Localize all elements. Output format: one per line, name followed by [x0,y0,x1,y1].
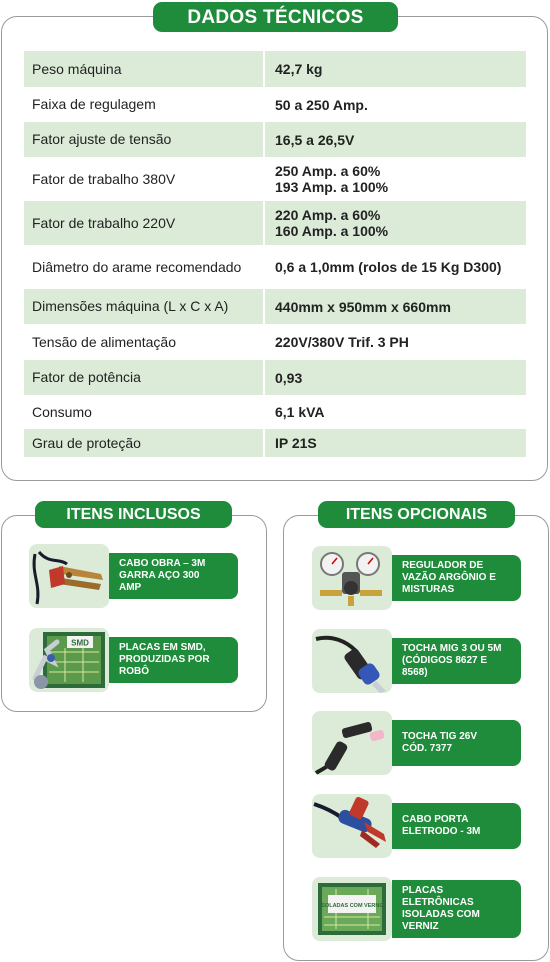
table-row [24,87,526,122]
spec-value: 42,7 kg [275,61,323,77]
table-row [24,201,526,245]
table-row [24,289,526,324]
spec-label: Consumo [24,395,265,429]
spec-label: Fator de potência [24,360,265,395]
technical-data-title: DADOS TÉCNICOS [153,2,398,32]
spec-value: 0,93 [275,369,303,386]
ground-clamp-icon [29,544,109,608]
spec-label: Peso máquina [24,51,265,87]
spec-value: 440mm x 950mm x 660mm [275,298,451,315]
tig-torch-icon [312,711,392,775]
spec-value: 220V/380V Trif. 3 PH [275,334,409,350]
spec-label: Fator de trabalho 220V [24,201,265,245]
item-label: PLACAS ELETRÔNICAS ISOLADAS COM VERNIZ [392,880,521,938]
spec-label: Diâmetro do arame recomendado [24,245,265,289]
varnished-board-icon [312,877,392,941]
table-row [24,157,526,201]
item-label: PLACAS EM SMD, PRODUZIDAS POR ROBÔ [109,637,238,683]
spec-value: 220 Amp. a 60% 160 Amp. a 100% [275,207,389,239]
table-row [24,122,526,157]
spec-value: 50 a 250 Amp. [275,96,368,113]
spec-label: Grau de proteção [24,429,265,457]
varnish-badge-text: ISOLADAS COM VERNIZ [319,903,385,909]
item-label: TOCHA MIG 3 OU 5M (CÓDIGOS 8627 E 8568) [392,638,521,684]
included-items-title: ITENS INCLUSOS [35,501,232,528]
item-label: CABO OBRA – 3M GARRA AÇO 300 AMP [109,553,238,599]
table-row [24,395,526,429]
spec-label: Dimensões máquina (L x C x A) [24,289,265,324]
mig-torch-icon [312,629,392,693]
optional-items-title: ITENS OPCIONAIS [318,501,515,528]
spec-value: 6,1 kVA [275,404,325,420]
item-label: TOCHA TIG 26V CÓD. 7377 [392,720,521,766]
spec-value: 0,6 a 1,0mm (rolos de 15 Kg D300) [275,259,502,275]
spec-value: 16,5 a 26,5V [275,131,355,148]
table-row [24,429,526,457]
table-row [24,324,526,360]
smd-badge-text: SMD [71,638,89,648]
technical-data-table [24,51,526,457]
spec-label: Faixa de regulagem [24,87,265,122]
spec-label: Fator de trabalho 380V [24,157,265,201]
table-row [24,360,526,395]
spec-value: 250 Amp. a 60% 193 Amp. a 100% [275,163,389,195]
spec-value: IP 21S [275,435,317,451]
spec-label: Fator ajuste de tensão [24,122,265,157]
table-row [24,245,526,289]
item-label: CABO PORTA ELETRODO - 3M [392,803,521,849]
smd-board-icon [29,628,109,692]
item-label: REGULADOR DE VAZÃO ARGÔNIO E MISTURAS [392,555,521,601]
spec-label: Tensão de alimentação [24,324,265,360]
gas-regulator-icon [312,546,392,610]
table-row [24,51,526,87]
electrode-holder-icon [312,794,392,858]
